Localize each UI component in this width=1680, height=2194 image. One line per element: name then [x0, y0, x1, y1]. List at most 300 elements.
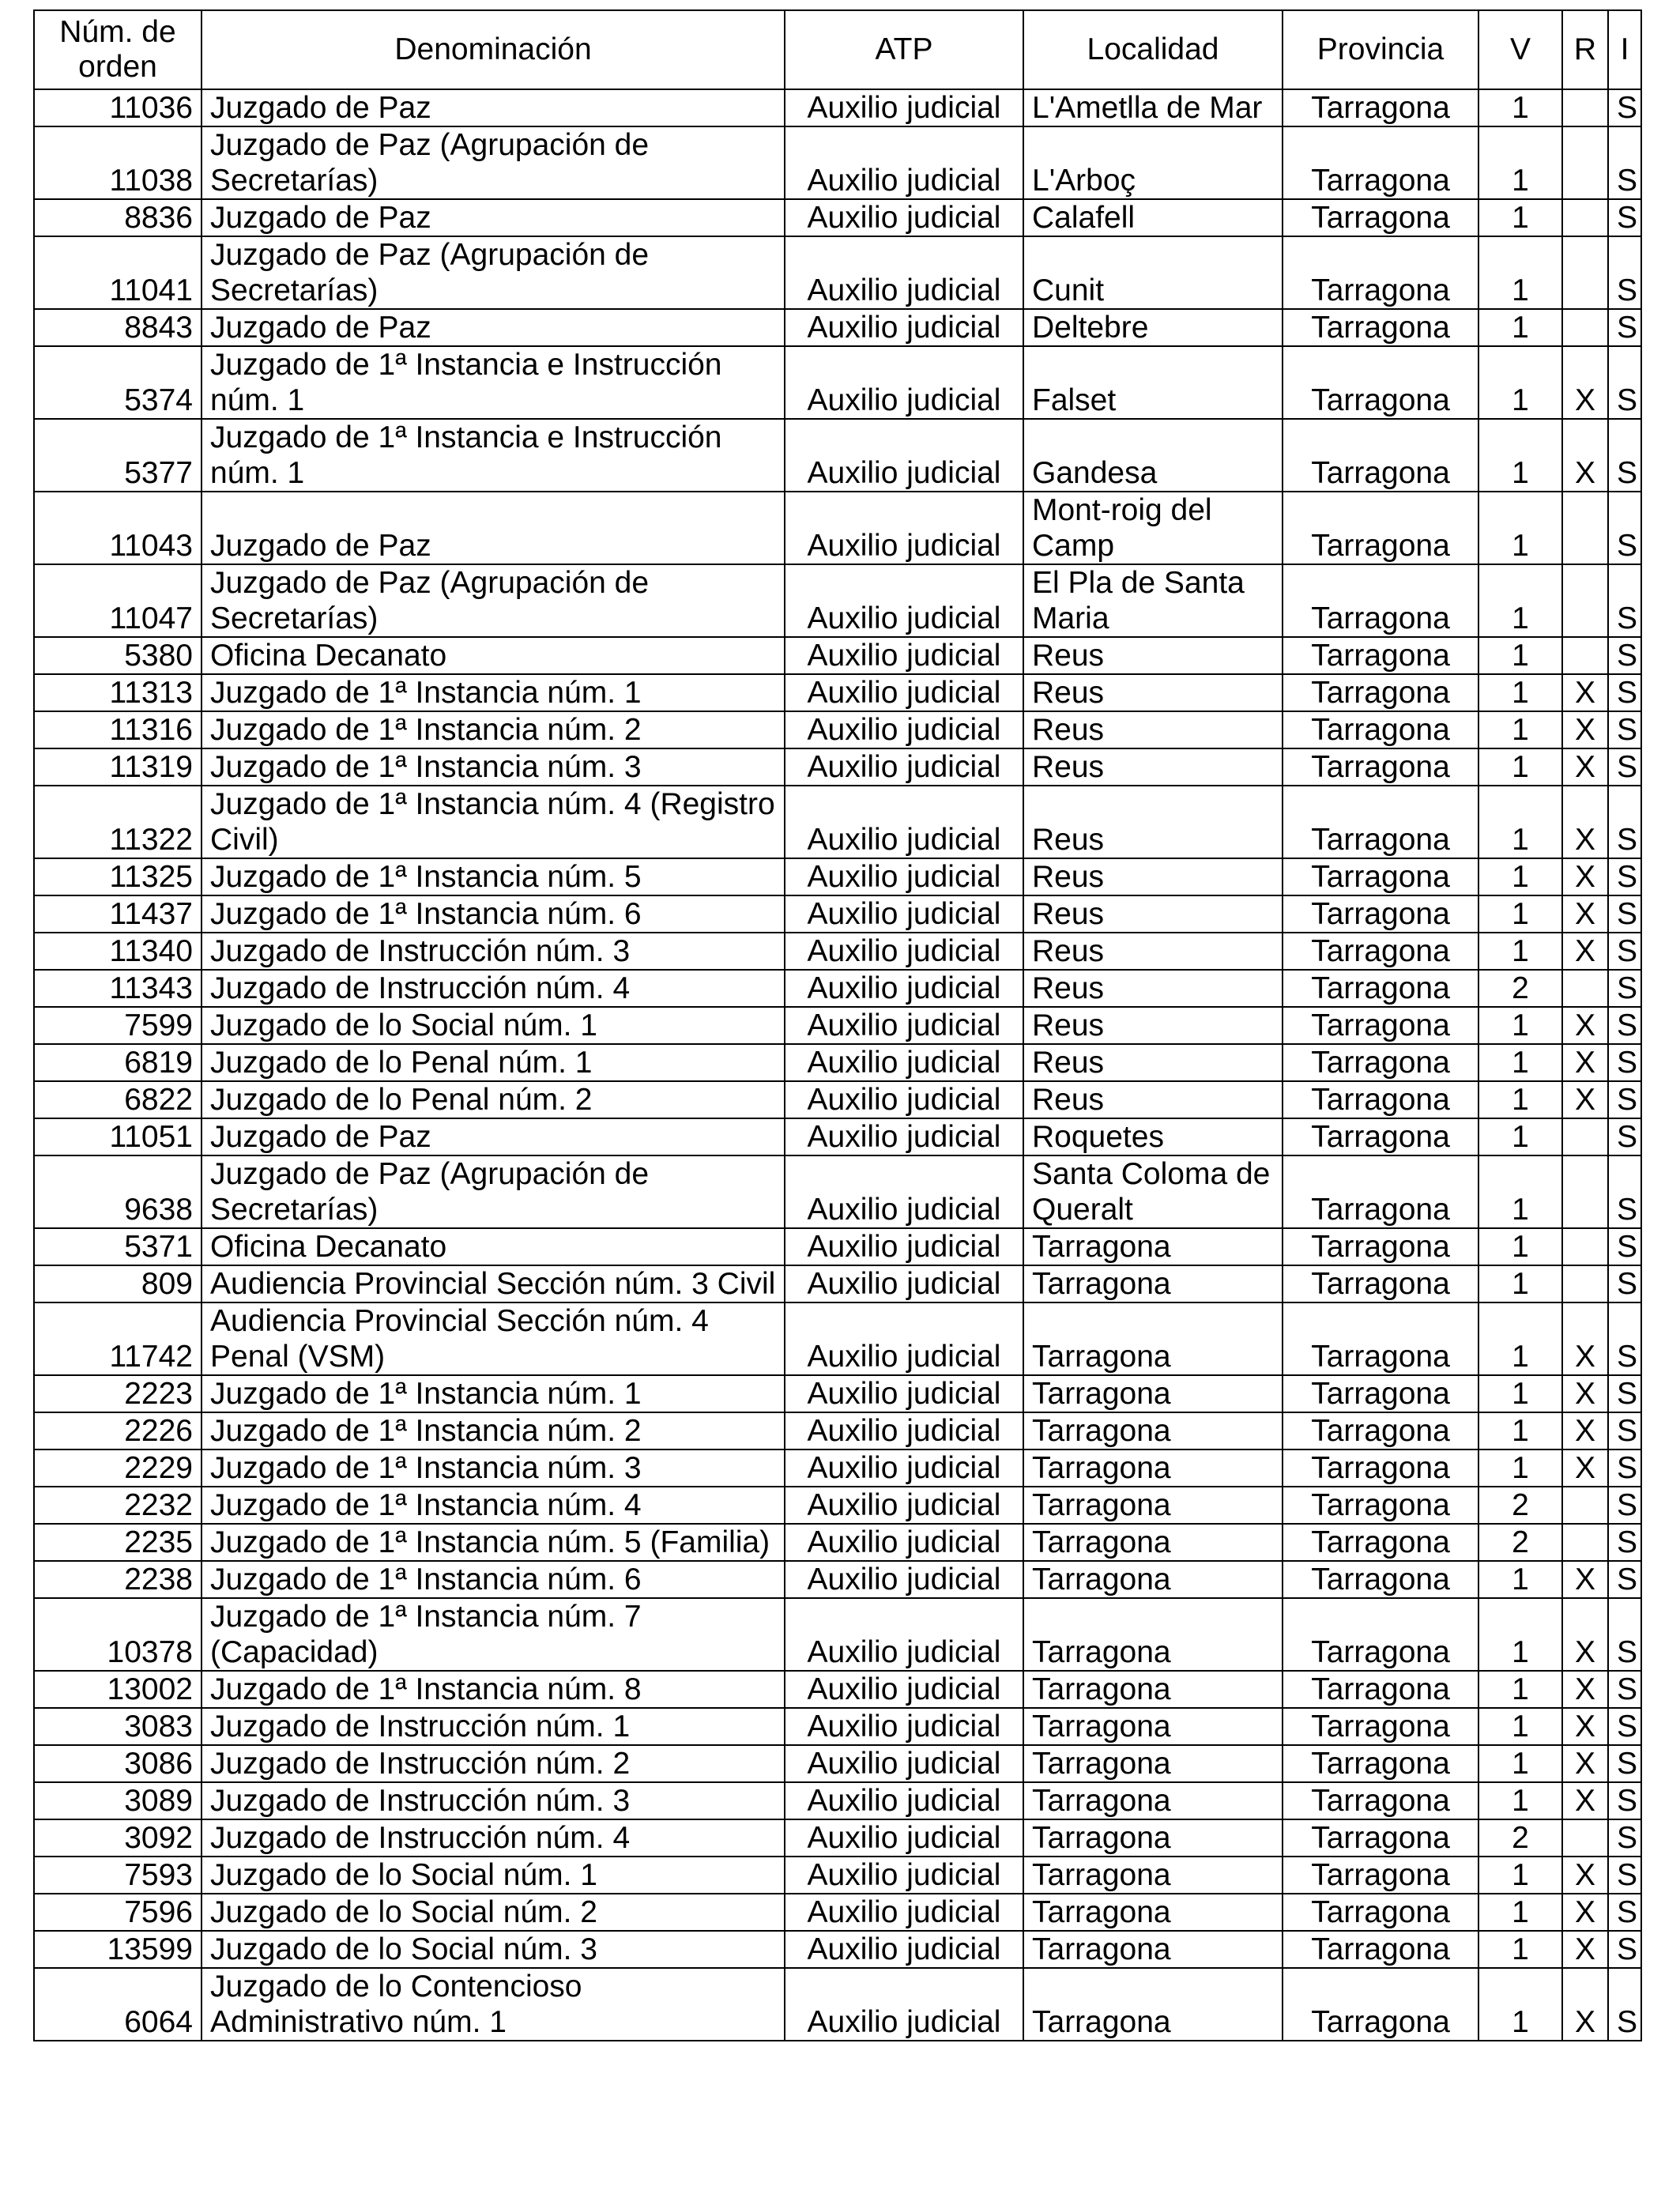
cell-num-orden: 7593	[34, 1857, 202, 1894]
cell-r	[1562, 1155, 1608, 1228]
cell-i: S	[1608, 1081, 1641, 1118]
cell-provincia: Tarragona	[1283, 748, 1478, 786]
cell-num-orden: 11041	[34, 236, 202, 309]
cell-num-orden: 11437	[34, 895, 202, 933]
cell-i: S	[1608, 1007, 1641, 1044]
cell-r	[1562, 1265, 1608, 1302]
cell-denominacion: Juzgado de 1ª Instancia núm. 5 (Familia)	[202, 1524, 785, 1561]
cell-r: X	[1562, 1561, 1608, 1598]
cell-provincia: Tarragona	[1283, 1155, 1478, 1228]
cell-v: 2	[1478, 1524, 1562, 1561]
cell-denominacion: Juzgado de 1ª Instancia núm. 3	[202, 1449, 785, 1487]
table-row	[34, 1524, 1641, 1561]
cell-r: X	[1562, 711, 1608, 748]
cell-r: X	[1562, 1302, 1608, 1375]
cell-i: S	[1608, 1708, 1641, 1745]
cell-localidad: Reus	[1023, 1081, 1283, 1118]
table-row	[34, 309, 1641, 346]
cell-v: 1	[1478, 748, 1562, 786]
cell-num-orden: 11313	[34, 674, 202, 711]
header-i: I	[1608, 10, 1641, 89]
cell-v: 1	[1478, 419, 1562, 492]
cell-localidad: Tarragona	[1023, 1412, 1283, 1449]
cell-localidad: Tarragona	[1023, 1894, 1283, 1931]
cell-atp: Auxilio judicial	[785, 1524, 1023, 1561]
cell-v: 1	[1478, 1449, 1562, 1487]
cell-atp: Auxilio judicial	[785, 1228, 1023, 1265]
cell-v: 1	[1478, 1412, 1562, 1449]
cell-localidad: Tarragona	[1023, 1598, 1283, 1671]
cell-denominacion: Juzgado de Instrucción núm. 3	[202, 933, 785, 970]
cell-num-orden: 7599	[34, 1007, 202, 1044]
cell-atp: Auxilio judicial	[785, 1745, 1023, 1782]
cell-provincia: Tarragona	[1283, 1968, 1478, 2041]
cell-localidad: Tarragona	[1023, 1449, 1283, 1487]
cell-provincia: Tarragona	[1283, 1708, 1478, 1745]
cell-r: X	[1562, 1708, 1608, 1745]
cell-r: X	[1562, 1745, 1608, 1782]
cell-i: S	[1608, 1671, 1641, 1708]
cell-num-orden: 10378	[34, 1598, 202, 1671]
cell-i: S	[1608, 748, 1641, 786]
cell-localidad: Reus	[1023, 674, 1283, 711]
cell-provincia: Tarragona	[1283, 1449, 1478, 1487]
cell-v: 2	[1478, 1819, 1562, 1857]
cell-r: X	[1562, 1007, 1608, 1044]
cell-i: S	[1608, 419, 1641, 492]
cell-localidad: Reus	[1023, 933, 1283, 970]
cell-atp: Auxilio judicial	[785, 1302, 1023, 1375]
cell-localidad: Tarragona	[1023, 1968, 1283, 2041]
cell-r: X	[1562, 1598, 1608, 1671]
cell-i: S	[1608, 492, 1641, 564]
cell-num-orden: 6822	[34, 1081, 202, 1118]
cell-denominacion: Juzgado de 1ª Instancia núm. 6	[202, 1561, 785, 1598]
cell-atp: Auxilio judicial	[785, 1782, 1023, 1819]
cell-atp: Auxilio judicial	[785, 674, 1023, 711]
cell-atp: Auxilio judicial	[785, 1044, 1023, 1081]
cell-v: 1	[1478, 1671, 1562, 1708]
cell-v: 1	[1478, 1375, 1562, 1412]
cell-i: S	[1608, 711, 1641, 748]
cell-i: S	[1608, 1412, 1641, 1449]
cell-r: X	[1562, 858, 1608, 895]
cell-v: 1	[1478, 309, 1562, 346]
cell-i: S	[1608, 1745, 1641, 1782]
table-row	[34, 1968, 1641, 2041]
cell-v: 1	[1478, 1007, 1562, 1044]
cell-provincia: Tarragona	[1283, 346, 1478, 419]
cell-denominacion: Juzgado de 1ª Instancia núm. 2	[202, 1412, 785, 1449]
cell-r	[1562, 1118, 1608, 1155]
table-row	[34, 970, 1641, 1007]
table-row	[34, 1708, 1641, 1745]
table-row	[34, 89, 1641, 126]
cell-atp: Auxilio judicial	[785, 1671, 1023, 1708]
cell-r: X	[1562, 1857, 1608, 1894]
cell-r	[1562, 1487, 1608, 1524]
cell-atp: Auxilio judicial	[785, 748, 1023, 786]
cell-atp: Auxilio judicial	[785, 858, 1023, 895]
cell-r	[1562, 1524, 1608, 1561]
cell-denominacion: Juzgado de 1ª Instancia núm. 7 (Capacidad)	[202, 1598, 785, 1671]
cell-denominacion: Juzgado de lo Social núm. 1	[202, 1857, 785, 1894]
cell-v: 1	[1478, 1228, 1562, 1265]
cell-provincia: Tarragona	[1283, 786, 1478, 858]
cell-num-orden: 11038	[34, 126, 202, 199]
table-row	[34, 1894, 1641, 1931]
cell-localidad: Mont-roig del Camp	[1023, 492, 1283, 564]
cell-i: S	[1608, 1375, 1641, 1412]
cell-num-orden: 11343	[34, 970, 202, 1007]
cell-num-orden: 6819	[34, 1044, 202, 1081]
cell-i: S	[1608, 895, 1641, 933]
cell-atp: Auxilio judicial	[785, 1931, 1023, 1968]
cell-denominacion: Juzgado de lo Social núm. 3	[202, 1931, 785, 1968]
cell-v: 1	[1478, 858, 1562, 895]
cell-i: S	[1608, 637, 1641, 674]
table-row	[34, 1118, 1641, 1155]
table-row	[34, 1007, 1641, 1044]
cell-r: X	[1562, 1782, 1608, 1819]
cell-atp: Auxilio judicial	[785, 786, 1023, 858]
cell-num-orden: 2235	[34, 1524, 202, 1561]
cell-denominacion: Juzgado de Paz	[202, 199, 785, 236]
cell-provincia: Tarragona	[1283, 1007, 1478, 1044]
cell-r: X	[1562, 895, 1608, 933]
cell-atp: Auxilio judicial	[785, 1118, 1023, 1155]
cell-num-orden: 11043	[34, 492, 202, 564]
table-body	[34, 89, 1641, 2041]
table-row	[34, 1782, 1641, 1819]
cell-localidad: Tarragona	[1023, 1228, 1283, 1265]
cell-atp: Auxilio judicial	[785, 895, 1023, 933]
cell-v: 1	[1478, 786, 1562, 858]
cell-localidad: Tarragona	[1023, 1375, 1283, 1412]
cell-v: 1	[1478, 89, 1562, 126]
cell-provincia: Tarragona	[1283, 1671, 1478, 1708]
cell-denominacion: Juzgado de Paz	[202, 492, 785, 564]
cell-i: S	[1608, 1894, 1641, 1931]
cell-denominacion: Juzgado de 1ª Instancia núm. 6	[202, 895, 785, 933]
table-row	[34, 637, 1641, 674]
cell-v: 1	[1478, 564, 1562, 637]
cell-localidad: Tarragona	[1023, 1561, 1283, 1598]
cell-r	[1562, 564, 1608, 637]
cell-localidad: Reus	[1023, 748, 1283, 786]
cell-r: X	[1562, 674, 1608, 711]
header-provincia: Provincia	[1283, 10, 1478, 89]
cell-denominacion: Juzgado de Instrucción núm. 2	[202, 1745, 785, 1782]
table-row	[34, 1228, 1641, 1265]
cell-denominacion: Juzgado de lo Contencioso Administrativo núm. 1	[202, 1968, 785, 2041]
cell-denominacion: Juzgado de lo Penal núm. 1	[202, 1044, 785, 1081]
cell-localidad: Reus	[1023, 711, 1283, 748]
cell-num-orden: 2223	[34, 1375, 202, 1412]
cell-localidad: Gandesa	[1023, 419, 1283, 492]
cell-localidad: Santa Coloma de Queralt	[1023, 1155, 1283, 1228]
cell-i: S	[1608, 1044, 1641, 1081]
cell-atp: Auxilio judicial	[785, 1857, 1023, 1894]
cell-localidad: Tarragona	[1023, 1857, 1283, 1894]
cell-i: S	[1608, 933, 1641, 970]
cell-provincia: Tarragona	[1283, 933, 1478, 970]
document-page	[33, 9, 1640, 2041]
cell-r: X	[1562, 1931, 1608, 1968]
cell-denominacion: Juzgado de 1ª Instancia e Instrucción núm. 1	[202, 346, 785, 419]
cell-atp: Auxilio judicial	[785, 637, 1023, 674]
cell-provincia: Tarragona	[1283, 674, 1478, 711]
cell-i: S	[1608, 1524, 1641, 1561]
cell-i: S	[1608, 1968, 1641, 2041]
cell-denominacion: Juzgado de Paz (Agrupación de Secretarías)	[202, 1155, 785, 1228]
cell-i: S	[1608, 674, 1641, 711]
table-row	[34, 748, 1641, 786]
cell-v: 1	[1478, 895, 1562, 933]
cell-provincia: Tarragona	[1283, 89, 1478, 126]
cell-localidad: Calafell	[1023, 199, 1283, 236]
cell-i: S	[1608, 89, 1641, 126]
cell-denominacion: Audiencia Provincial Sección núm. 3 Civil	[202, 1265, 785, 1302]
table-row	[34, 1155, 1641, 1228]
cell-num-orden: 13002	[34, 1671, 202, 1708]
cell-localidad: Reus	[1023, 637, 1283, 674]
cell-v: 1	[1478, 711, 1562, 748]
table-row	[34, 1449, 1641, 1487]
cell-provincia: Tarragona	[1283, 419, 1478, 492]
cell-r: X	[1562, 1894, 1608, 1931]
cell-num-orden: 8843	[34, 309, 202, 346]
cell-i: S	[1608, 970, 1641, 1007]
cell-localidad: El Pla de Santa Maria	[1023, 564, 1283, 637]
cell-denominacion: Juzgado de Paz	[202, 1118, 785, 1155]
cell-num-orden: 5380	[34, 637, 202, 674]
table-row	[34, 1671, 1641, 1708]
cell-r: X	[1562, 1044, 1608, 1081]
cell-denominacion: Juzgado de Paz	[202, 309, 785, 346]
header-atp: ATP	[785, 10, 1023, 89]
cell-r	[1562, 1228, 1608, 1265]
header-localidad: Localidad	[1023, 10, 1283, 89]
table-row	[34, 199, 1641, 236]
cell-num-orden: 3086	[34, 1745, 202, 1782]
cell-r: X	[1562, 1375, 1608, 1412]
cell-provincia: Tarragona	[1283, 1302, 1478, 1375]
header-denominacion: Denominación	[202, 10, 785, 89]
table-row	[34, 492, 1641, 564]
table-row	[34, 1302, 1641, 1375]
cell-i: S	[1608, 1857, 1641, 1894]
cell-denominacion: Juzgado de lo Social núm. 2	[202, 1894, 785, 1931]
cell-r: X	[1562, 1412, 1608, 1449]
cell-i: S	[1608, 1155, 1641, 1228]
cell-num-orden: 5374	[34, 346, 202, 419]
cell-v: 1	[1478, 1745, 1562, 1782]
cell-v: 1	[1478, 674, 1562, 711]
cell-r: X	[1562, 419, 1608, 492]
table-row	[34, 858, 1641, 895]
cell-atp: Auxilio judicial	[785, 564, 1023, 637]
cell-localidad: Tarragona	[1023, 1745, 1283, 1782]
cell-localidad: Reus	[1023, 970, 1283, 1007]
cell-r: X	[1562, 1968, 1608, 2041]
cell-num-orden: 6064	[34, 1968, 202, 2041]
cell-localidad: Reus	[1023, 786, 1283, 858]
table-row	[34, 1745, 1641, 1782]
cell-r: X	[1562, 1081, 1608, 1118]
cell-i: S	[1608, 564, 1641, 637]
cell-r: X	[1562, 933, 1608, 970]
cell-denominacion: Oficina Decanato	[202, 1228, 785, 1265]
cell-atp: Auxilio judicial	[785, 1412, 1023, 1449]
cell-v: 1	[1478, 1782, 1562, 1819]
cell-localidad: L'Ametlla de Mar	[1023, 89, 1283, 126]
table-row	[34, 895, 1641, 933]
cell-r	[1562, 199, 1608, 236]
cell-num-orden: 11322	[34, 786, 202, 858]
cell-localidad: Falset	[1023, 346, 1283, 419]
cell-provincia: Tarragona	[1283, 858, 1478, 895]
cell-localidad: Tarragona	[1023, 1265, 1283, 1302]
cell-v: 1	[1478, 1044, 1562, 1081]
cell-denominacion: Juzgado de Instrucción núm. 4	[202, 1819, 785, 1857]
cell-v: 1	[1478, 199, 1562, 236]
cell-i: S	[1608, 199, 1641, 236]
cell-atp: Auxilio judicial	[785, 1819, 1023, 1857]
cell-v: 1	[1478, 126, 1562, 199]
cell-provincia: Tarragona	[1283, 970, 1478, 1007]
header-r: R	[1562, 10, 1608, 89]
cell-atp: Auxilio judicial	[785, 309, 1023, 346]
table-row	[34, 1819, 1641, 1857]
table-row	[34, 346, 1641, 419]
cell-denominacion: Audiencia Provincial Sección núm. 4 Penal (VSM)	[202, 1302, 785, 1375]
cell-r	[1562, 1819, 1608, 1857]
cell-provincia: Tarragona	[1283, 1524, 1478, 1561]
cell-denominacion: Juzgado de Instrucción núm. 1	[202, 1708, 785, 1745]
cell-i: S	[1608, 1228, 1641, 1265]
cell-v: 1	[1478, 1968, 1562, 2041]
cell-atp: Auxilio judicial	[785, 1561, 1023, 1598]
cell-provincia: Tarragona	[1283, 1745, 1478, 1782]
cell-num-orden: 3089	[34, 1782, 202, 1819]
cell-r: X	[1562, 748, 1608, 786]
cell-i: S	[1608, 346, 1641, 419]
cell-localidad: Reus	[1023, 895, 1283, 933]
cell-provincia: Tarragona	[1283, 1857, 1478, 1894]
cell-provincia: Tarragona	[1283, 309, 1478, 346]
cell-num-orden: 5377	[34, 419, 202, 492]
cell-v: 1	[1478, 492, 1562, 564]
cell-denominacion: Juzgado de 1ª Instancia núm. 1	[202, 674, 785, 711]
cell-v: 2	[1478, 970, 1562, 1007]
cell-provincia: Tarragona	[1283, 1118, 1478, 1155]
cell-denominacion: Juzgado de 1ª Instancia núm. 2	[202, 711, 785, 748]
cell-i: S	[1608, 858, 1641, 895]
cell-provincia: Tarragona	[1283, 1044, 1478, 1081]
cell-v: 1	[1478, 1857, 1562, 1894]
cell-atp: Auxilio judicial	[785, 1155, 1023, 1228]
cell-r	[1562, 637, 1608, 674]
cell-v: 1	[1478, 1155, 1562, 1228]
cell-r	[1562, 492, 1608, 564]
destinations-table	[33, 9, 1642, 2041]
table-row	[34, 1265, 1641, 1302]
cell-denominacion: Juzgado de 1ª Instancia núm. 5	[202, 858, 785, 895]
cell-v: 1	[1478, 1598, 1562, 1671]
cell-i: S	[1608, 1561, 1641, 1598]
cell-i: S	[1608, 1118, 1641, 1155]
cell-provincia: Tarragona	[1283, 711, 1478, 748]
cell-denominacion: Juzgado de Paz (Agrupación de Secretarías)	[202, 236, 785, 309]
cell-atp: Auxilio judicial	[785, 492, 1023, 564]
cell-v: 1	[1478, 1894, 1562, 1931]
cell-denominacion: Juzgado de lo Penal núm. 2	[202, 1081, 785, 1118]
cell-provincia: Tarragona	[1283, 1782, 1478, 1819]
table-row	[34, 933, 1641, 970]
cell-i: S	[1608, 309, 1641, 346]
cell-localidad: Reus	[1023, 1044, 1283, 1081]
cell-denominacion: Juzgado de 1ª Instancia núm. 8	[202, 1671, 785, 1708]
cell-provincia: Tarragona	[1283, 1412, 1478, 1449]
cell-r: X	[1562, 1449, 1608, 1487]
table-row	[34, 1081, 1641, 1118]
table-row	[34, 419, 1641, 492]
cell-atp: Auxilio judicial	[785, 199, 1023, 236]
cell-localidad: Cunit	[1023, 236, 1283, 309]
cell-denominacion: Juzgado de 1ª Instancia e Instrucción núm. 1	[202, 419, 785, 492]
cell-localidad: Tarragona	[1023, 1671, 1283, 1708]
cell-denominacion: Juzgado de Paz	[202, 89, 785, 126]
cell-v: 1	[1478, 637, 1562, 674]
cell-num-orden: 2238	[34, 1561, 202, 1598]
cell-r: X	[1562, 1671, 1608, 1708]
header-num-orden: Núm. de orden	[34, 10, 202, 89]
cell-atp: Auxilio judicial	[785, 419, 1023, 492]
cell-provincia: Tarragona	[1283, 637, 1478, 674]
cell-i: S	[1608, 236, 1641, 309]
cell-localidad: Tarragona	[1023, 1708, 1283, 1745]
cell-localidad: Deltebre	[1023, 309, 1283, 346]
cell-provincia: Tarragona	[1283, 492, 1478, 564]
cell-v: 1	[1478, 1302, 1562, 1375]
cell-atp: Auxilio judicial	[785, 236, 1023, 309]
cell-num-orden: 11316	[34, 711, 202, 748]
cell-num-orden: 2229	[34, 1449, 202, 1487]
cell-provincia: Tarragona	[1283, 1265, 1478, 1302]
cell-provincia: Tarragona	[1283, 1081, 1478, 1118]
cell-localidad: Tarragona	[1023, 1524, 1283, 1561]
cell-num-orden: 13599	[34, 1931, 202, 1968]
cell-num-orden: 11340	[34, 933, 202, 970]
table-row	[34, 674, 1641, 711]
cell-num-orden: 809	[34, 1265, 202, 1302]
cell-atp: Auxilio judicial	[785, 126, 1023, 199]
cell-i: S	[1608, 1302, 1641, 1375]
cell-provincia: Tarragona	[1283, 126, 1478, 199]
cell-v: 1	[1478, 346, 1562, 419]
cell-provincia: Tarragona	[1283, 895, 1478, 933]
cell-atp: Auxilio judicial	[785, 1081, 1023, 1118]
cell-i: S	[1608, 1449, 1641, 1487]
cell-atp: Auxilio judicial	[785, 346, 1023, 419]
cell-provincia: Tarragona	[1283, 1375, 1478, 1412]
table-header-row	[34, 10, 1641, 89]
cell-num-orden: 9638	[34, 1155, 202, 1228]
table-row	[34, 1598, 1641, 1671]
cell-denominacion: Juzgado de lo Social núm. 1	[202, 1007, 785, 1044]
cell-provincia: Tarragona	[1283, 1819, 1478, 1857]
